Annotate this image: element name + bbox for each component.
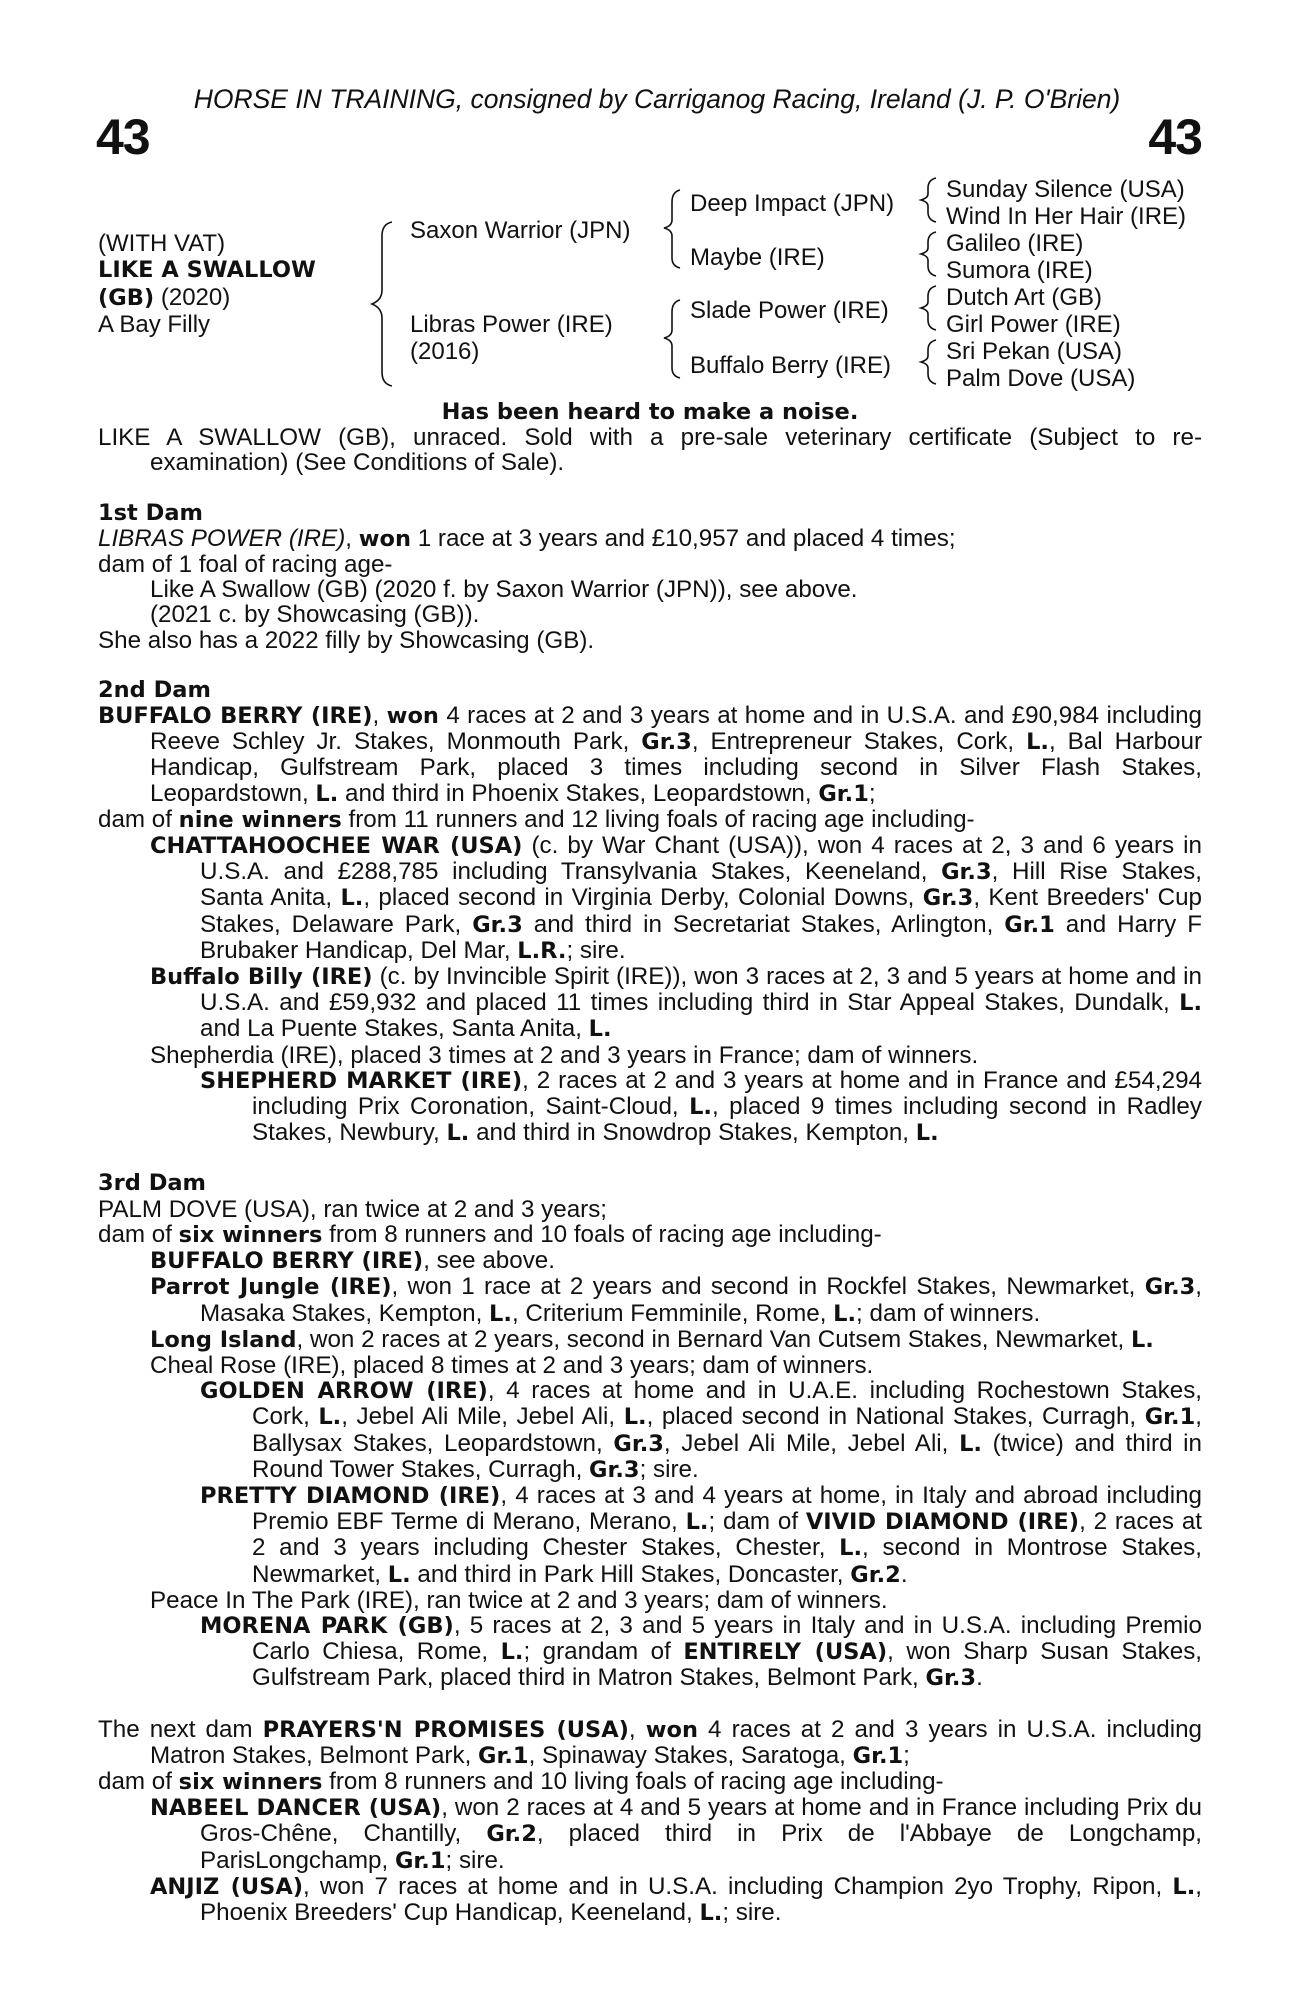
grade: L. [915, 1120, 939, 1147]
grade: Gr.3 [641, 729, 692, 756]
grade: Gr.3 [613, 1430, 664, 1457]
text: , Phoenix Breeders' Cup Handicap, Keeneland, [200, 1872, 1202, 1926]
text: , Criterium Femminile, Rome, [511, 1299, 834, 1327]
text: dam of [98, 805, 179, 833]
first-dam-heading: 1st Dam [98, 499, 203, 526]
dam-dam: Buffalo Berry (IRE) [690, 352, 891, 379]
produce-name: PRETTY DIAMOND (IRE) [200, 1482, 501, 1509]
text: and La Puente Stakes, Santa Anita, [200, 1015, 589, 1043]
grade: Gr.1 [478, 1742, 529, 1769]
second-dam-produce-intro [98, 807, 1202, 833]
text: , placed 9 times including second in Radley Stakes, Newbury, [252, 1093, 1202, 1147]
text: (c. by War Chant (USA)), won 4 races at 2, 3 and 6 years in U.S.A. and £288,785 including Transylvania Stakes, Keeneland, [200, 832, 1202, 886]
text: ; [903, 1741, 910, 1769]
grade: Gr.3 [1144, 1274, 1196, 1301]
grade: Gr.1 [852, 1742, 904, 1769]
second-dam-record: BUFFALO BERRY (IRE), won 4 races at 2 and 3 years at home and in U.S.A. and £90,984 including Reeve Schley Jr. Stakes, Monmouth Park, Gr.3, Entrepreneur Stakes, Cork, L., Bal Harbour Handicap, Gulfstream Park, placed 3 times including second in Silver Flash Stakes, Leopardstown, L. and third in Phoenix Stakes, Leopardstown, Gr.1; [98, 702, 1202, 807]
produce-name: GOLDEN ARROW (IRE) [200, 1378, 488, 1405]
text: ; dam of [708, 1508, 806, 1536]
third-dam-record: PALM DOVE (USA), ran twice at 2 and 3 years; [98, 1195, 608, 1223]
second-dam-name: BUFFALO BERRY (IRE) [98, 703, 373, 730]
text: ; sire. [445, 1846, 505, 1874]
produce-name: Buffalo Billy (IRE) [150, 964, 373, 991]
vat-label: (WITH VAT) [98, 230, 226, 257]
text: , won 7 races at home and in U.S.A. including Champion 2yo Trophy, Ripon, [303, 1872, 1173, 1900]
text: , placed second in Virginia Derby, Colonial Downs, [363, 884, 923, 912]
ancestor-sss: Sunday Silence (USA) [946, 176, 1185, 203]
grade: Gr.1 [1004, 911, 1055, 938]
text: ; sire. [639, 1455, 699, 1483]
text: , won 2 races at 2 years, second in Bernard Van Cutsem Stakes, Newmarket, [296, 1325, 1131, 1353]
text: and Harry F Brubaker Handicap, Del Mar, [200, 910, 1202, 964]
produce-item [200, 1483, 1202, 1588]
text: , Masaka Stakes, Kempton, [200, 1273, 1203, 1327]
grade: L. [959, 1430, 982, 1457]
intro-paragraph: LIKE A SWALLOW (GB), unraced. Sold with a pre-sale veterinary certificate (Subject to re-examination) (See Conditions of Sale). [98, 424, 1202, 477]
first-dam-note: She also has a 2022 filly by Showcasing (GB). [98, 626, 595, 654]
text: , Hill Rise Stakes, Santa Anita, [200, 858, 1202, 912]
grade: L. [685, 1509, 709, 1536]
ancestor-dss: Dutch Art (GB) [946, 284, 1103, 311]
grade: L. [689, 1094, 712, 1121]
text: , won 1 race at 2 years and second in Rockfel Stakes, Newmarket, [391, 1273, 1145, 1301]
produce-item [150, 1248, 1202, 1274]
grade: L. [489, 1300, 512, 1327]
text: , Jebel Ali Mile, Jebel Ali, [663, 1429, 960, 1457]
first-dam-text: 1 race at 3 years and £10,957 and placed 4 times; [411, 524, 956, 552]
text: ; dam of winners. [856, 1299, 1041, 1327]
produce-item [150, 1327, 1202, 1353]
grade: Gr.3 [472, 911, 523, 938]
first-dam-produce-intro: dam of 1 foal of racing age- [98, 551, 393, 579]
grade: L.R. [517, 937, 567, 964]
text: , won 2 races at 4 and 5 years at home and in France including Prix du Gros-Chêne, Chantilly, [200, 1794, 1202, 1848]
text: , Ballysax Stakes, Leopardstown, [252, 1403, 1202, 1457]
grade: L. [623, 1404, 647, 1431]
text: 4 races at 2 and 3 years at home and in U.S.A. and £90,984 including Reeve Schley Jr. Stakes, Monmouth Park, [150, 702, 1202, 756]
ancestor-dsd: Girl Power (IRE) [946, 311, 1121, 338]
horse-description: A Bay Filly [98, 311, 211, 338]
produce-name: CHATTAHOOCHEE WAR (USA) [150, 833, 523, 860]
produce-item [150, 1795, 1202, 1874]
second-dam-heading: 2nd Dam [98, 676, 211, 703]
text: , Bal Harbour Handicap, Gulfstream Park, placed 3 times including second in Silver Flash Stakes, Leopardstown, [150, 728, 1202, 807]
text: , see above. [423, 1247, 555, 1275]
next-dam-name: PRAYERS'N PROMISES (USA) [262, 1716, 629, 1743]
text: , 4 races at 3 and 4 years at home, in Italy and abroad including Premio EBF Terme di Merano, Merano, [252, 1481, 1203, 1536]
grade: Gr.1 [394, 1847, 446, 1874]
text: dam of [98, 1220, 179, 1248]
text: , 2 races at 2 and 3 years at home and in France and £54,294 including Prix Coronation, Saint-Cloud, [252, 1066, 1202, 1121]
grade: Gr.1 [1144, 1404, 1196, 1431]
text: , Entrepreneur Stakes, Cork, [691, 728, 1027, 756]
dam: Libras Power (IRE) [410, 311, 613, 338]
text: ; [868, 779, 876, 807]
won-label: won [386, 703, 439, 730]
produce-item [200, 1378, 1202, 1483]
grade: L. [446, 1120, 470, 1147]
grade: L. [699, 1899, 723, 1926]
produce-item: Peace In The Park (IRE), ran twice at 2 and 3 years; dam of winners. [150, 1586, 888, 1614]
grade: Gr.3 [922, 885, 974, 912]
produce-item [150, 964, 1202, 1043]
produce-item: Shepherdia (IRE), placed 3 times at 2 and 3 years in France; dam of winners. [150, 1041, 979, 1069]
catalogue-entry [98, 400, 1202, 1926]
produce-item: Cheal Rose (IRE), placed 8 times at 2 and 3 years; dam of winners. [150, 1351, 874, 1379]
next-dam-produce-intro [98, 1769, 1202, 1795]
ancestor-ddd: Palm Dove (USA) [946, 365, 1136, 392]
ancestor-ssd: Wind In Her Hair (IRE) [946, 203, 1187, 230]
grade: L. [1179, 990, 1202, 1017]
horse-name: LIKE A SWALLOW [98, 257, 316, 283]
won-label: won [358, 525, 412, 552]
third-dam-heading: 3rd Dam [98, 1170, 206, 1197]
text: 4 races at 2 and 3 years in U.S.A. including Matron Stakes, Belmont Park, [150, 1715, 1202, 1769]
text: (c. by Invincible Spirit (IRE)), won 3 races at 2, 3 and 5 years at home and in U.S.A. and £59,932 and placed 11 times including third in Star Appeal Stakes, Dundalk, [200, 963, 1202, 1017]
text: and third in Snowdrop Stakes, Kempton, [469, 1119, 916, 1147]
produce-name: ENTIRELY (USA) [683, 1639, 888, 1666]
first-dam-name: LIBRAS POWER (IRE) [98, 524, 346, 552]
text: and third in Phoenix Stakes, Leopardstown, [338, 779, 819, 807]
text: dam of [98, 1767, 179, 1795]
produce-name: ANJIZ (USA) [150, 1873, 304, 1900]
text: The next dam [98, 1715, 263, 1743]
grade: L. [839, 1535, 863, 1562]
text: , Kent Breeders' Cup Stakes, Delaware Park, [200, 884, 1202, 938]
produce-name: Long Island [150, 1326, 297, 1353]
produce-item: Like A Swallow (GB) (2020 f. by Saxon Warrior (JPN)), see above. [150, 576, 858, 604]
text: , 2 races at 2 and 3 years including Chester Stakes, Chester, [252, 1508, 1202, 1562]
winners-count: nine winners [178, 806, 342, 833]
grade: Gr.3 [589, 1456, 640, 1483]
text: ; sire. [566, 936, 626, 964]
horse-country: (GB) [98, 285, 155, 311]
text: (twice) and third in Round Tower Stakes, Curragh, [252, 1429, 1202, 1483]
next-dam-record: The next dam PRAYERS'N PROMISES (USA), won 4 races at 2 and 3 years in U.S.A. including Matron Stakes, Belmont Park, Gr.1, Spinaway Stakes, Saratoga, Gr.1; [98, 1715, 1202, 1769]
produce-item [200, 1613, 1202, 1692]
grade: L. [1026, 729, 1049, 756]
pedigree-braces [0, 0, 1314, 400]
grade: Gr.3 [941, 859, 992, 886]
text: , placed third in Prix de l'Abbaye de Longchamp, ParisLongchamp, [200, 1820, 1202, 1874]
text: , won Sharp Susan Stakes, Gulfstream Park, placed third in Matron Stakes, Belmont Park, [252, 1638, 1203, 1692]
grade: L. [1130, 1326, 1154, 1353]
produce-name: SHEPHERD MARKET (IRE) [200, 1067, 523, 1094]
grade: L. [318, 1404, 342, 1431]
grade: L. [340, 885, 364, 912]
dam-sire: Slade Power (IRE) [690, 297, 889, 324]
produce-name: BUFFALO BERRY (IRE) [150, 1248, 424, 1275]
first-dam-record: LIBRAS POWER (IRE), won 1 race at 3 years and £10,957 and placed 4 times; [98, 524, 956, 552]
text: , second in Montrose Stakes, Newmarket, [252, 1534, 1202, 1588]
grade: L. [387, 1561, 411, 1588]
text: . [900, 1560, 908, 1588]
text: and third in Park Hill Stakes, Doncaster, [410, 1560, 851, 1588]
sire: Saxon Warrior (JPN) [410, 217, 631, 244]
horse-year: (2020) [154, 284, 231, 311]
text: from 11 runners and 12 living foals of racing age including- [341, 805, 975, 833]
produce-item [200, 1068, 1202, 1147]
text: , placed second in National Stakes, Curragh, [646, 1403, 1145, 1431]
text: , 5 races at 2, 3 and 5 years in Italy and in U.S.A. including Premio Carlo Chiesa, Rome, [252, 1611, 1203, 1666]
lot-number-left: 43 [96, 109, 150, 165]
sire-sire: Deep Impact (JPN) [690, 190, 895, 217]
ancestor-dds: Sri Pekan (USA) [946, 338, 1123, 365]
text: ; grandam of [523, 1638, 684, 1666]
produce-item [150, 1874, 1202, 1926]
text: , 4 races at home and in U.A.E. including Rochestown Stakes, Cork, [252, 1377, 1203, 1431]
winners-count: six winners [178, 1768, 323, 1795]
dam-year: (2016) [410, 338, 480, 365]
grade: L. [500, 1639, 524, 1666]
grade: L. [833, 1300, 857, 1327]
ancestor-sdd: Sumora (IRE) [946, 257, 1093, 284]
sire-dam: Maybe (IRE) [690, 244, 825, 271]
ancestor-sds: Galileo (IRE) [946, 230, 1084, 257]
text: . [976, 1664, 983, 1692]
produce-item [150, 833, 1202, 964]
lot-number-right: 43 [1148, 109, 1202, 165]
text: , Jebel Ali Mile, Jebel Ali, [341, 1403, 624, 1431]
grade: L. [588, 1016, 612, 1043]
grade: Gr.3 [925, 1665, 977, 1692]
grade: Gr.2 [486, 1821, 537, 1848]
produce-name: VIVID DIAMOND (IRE) [805, 1509, 1080, 1536]
produce-item: (2021 c. by Showcasing (GB)). [150, 601, 480, 629]
grade: L. [315, 780, 339, 807]
produce-name: Parrot Jungle (IRE) [150, 1274, 392, 1301]
text: and third in Secretariat Stakes, Arlington, [522, 910, 1005, 938]
produce-name: MORENA PARK (GB) [200, 1612, 454, 1639]
notice: Has been heard to make a noise. [441, 399, 859, 425]
text: ; sire. [722, 1898, 782, 1926]
winners-count: six winners [178, 1221, 323, 1248]
produce-name: NABEEL DANCER (USA) [150, 1795, 442, 1822]
won-label: won [645, 1716, 698, 1743]
text: , Spinaway Stakes, Saratoga, [528, 1741, 853, 1769]
text: from 8 runners and 10 foals of racing age including- [322, 1220, 882, 1248]
grade: Gr.1 [818, 780, 869, 807]
text: from 8 runners and 10 living foals of racing age including- [322, 1767, 944, 1795]
third-dam-produce-intro [98, 1222, 1202, 1248]
produce-item [150, 1274, 1202, 1326]
grade: Gr.2 [850, 1561, 901, 1588]
grade: L. [1172, 1873, 1196, 1900]
page-title: HORSE IN TRAINING, consigned by Carriganog Racing, Ireland (J. P. O'Brien) [193, 84, 1121, 114]
